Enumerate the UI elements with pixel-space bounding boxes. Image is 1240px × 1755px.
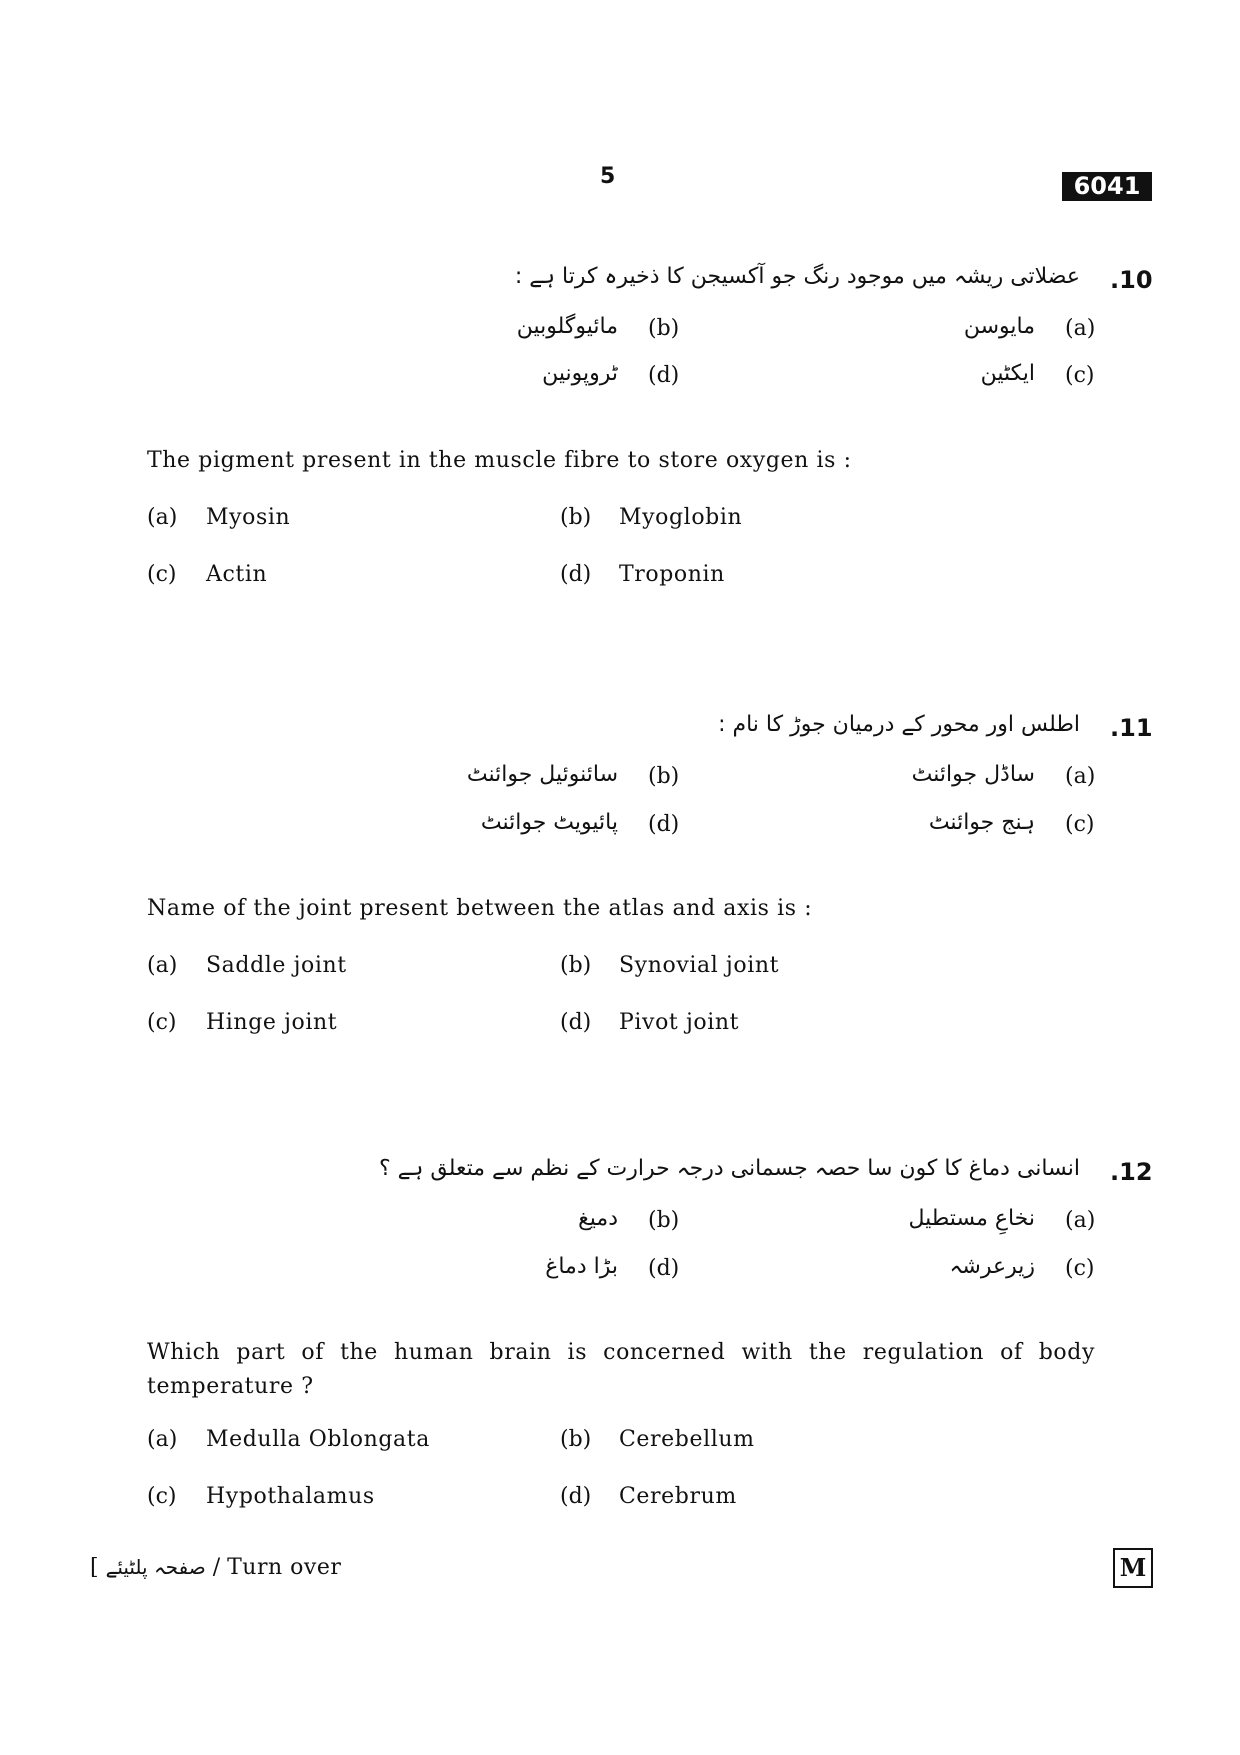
page-number: 5	[600, 164, 616, 189]
urdu-option-text: زیرعرشہ	[949, 1254, 1035, 1279]
urdu-question-stem: اطلس اور محور کے درمیان جوڑ کا نام :	[718, 712, 1080, 737]
english-option-text: Pivot joint	[619, 1010, 740, 1035]
urdu-option-letter: (b)	[648, 764, 680, 789]
english-option-text: Cerebrum	[619, 1484, 737, 1509]
english-option-letter: (d)	[560, 562, 592, 587]
urdu-option-letter: (a)	[1065, 764, 1096, 789]
english-option-letter: (b)	[560, 505, 592, 530]
english-option-text: Actin	[206, 562, 268, 587]
question-number: .11	[1110, 714, 1153, 742]
footer-separator: /	[212, 1555, 221, 1580]
english-question-stem: The pigment present in the muscle fibre to store oxygen is :	[147, 448, 852, 473]
english-option-text: Saddle joint	[206, 953, 347, 978]
turn-over-note	[90, 1555, 341, 1580]
english-option-text: Cerebellum	[619, 1427, 755, 1452]
urdu-option-text: سائنوئیل جوائنٹ	[466, 762, 618, 787]
english-option-letter: (b)	[560, 953, 592, 978]
urdu-question-stem: انسانی دماغ کا کون سا حصہ جسمانی درجہ حرارت کے نظم سے متعلق ہے ؟	[378, 1156, 1080, 1181]
english-option-letter: (d)	[560, 1484, 592, 1509]
urdu-option-letter: (a)	[1065, 316, 1096, 341]
urdu-option-text: مایوسن	[963, 314, 1035, 339]
urdu-option-letter: (d)	[648, 812, 680, 837]
urdu-option-text: دمیغ	[578, 1206, 618, 1231]
urdu-option-letter: (c)	[1065, 812, 1095, 837]
urdu-option-letter: (b)	[648, 1208, 680, 1233]
english-option-text: Synovial joint	[619, 953, 780, 978]
english-option-text: Myoglobin	[619, 505, 743, 530]
question-number: .10	[1110, 266, 1153, 294]
english-option-letter: (d)	[560, 1010, 592, 1035]
english-option-text: Troponin	[619, 562, 725, 587]
english-option-letter: (a)	[147, 505, 178, 530]
urdu-option-text: بڑا دماغ	[545, 1254, 618, 1279]
urdu-question-stem: عضلاتی ریشہ میں موجود رنگ جو آکسیجن کا ذخیرہ کرتا ہے :	[514, 264, 1080, 289]
urdu-option-letter: (d)	[648, 363, 680, 388]
urdu-option-text: نخاعِ مستطیل	[908, 1206, 1035, 1231]
medium-marker-box: M	[1113, 1548, 1153, 1588]
urdu-option-letter: (a)	[1065, 1208, 1096, 1233]
urdu-option-letter: (d)	[648, 1256, 680, 1281]
footer-bracket: [	[90, 1555, 99, 1580]
turn-over-label: Turn over	[227, 1555, 342, 1580]
urdu-option-text: ہنج جوائنٹ	[928, 810, 1035, 835]
english-option-text: Medulla Oblongata	[206, 1427, 430, 1452]
english-option-letter: (c)	[147, 1010, 177, 1035]
english-option-text: Hypothalamus	[206, 1484, 375, 1509]
english-option-letter: (b)	[560, 1427, 592, 1452]
english-option-text: Hinge joint	[206, 1010, 338, 1035]
english-option-letter: (a)	[147, 953, 178, 978]
urdu-option-text: مائیوگلوبین	[516, 314, 618, 339]
urdu-option-letter: (c)	[1065, 363, 1095, 388]
urdu-turn-over: صفحہ پلٹیئے	[105, 1555, 206, 1579]
english-option-letter: (c)	[147, 1484, 177, 1509]
english-option-text: Myosin	[206, 505, 291, 530]
urdu-option-text: پائیویٹ جوائنٹ	[480, 810, 618, 835]
question-number: .12	[1110, 1158, 1153, 1186]
english-option-letter: (c)	[147, 562, 177, 587]
urdu-option-letter: (b)	[648, 316, 680, 341]
english-question-stem: Name of the joint present between the atlas and axis is :	[147, 896, 813, 921]
urdu-option-text: ٹروپونین	[542, 361, 618, 386]
english-option-letter: (a)	[147, 1427, 178, 1452]
paper-code-badge: 6041	[1062, 172, 1152, 201]
urdu-option-text: ایکٹین	[980, 361, 1035, 386]
urdu-option-letter: (c)	[1065, 1256, 1095, 1281]
english-question-stem: Which part of the human brain is concerned with the regulation of body temperature ?	[147, 1340, 1095, 1399]
urdu-option-text: ساڈل جوائنٹ	[911, 762, 1035, 787]
